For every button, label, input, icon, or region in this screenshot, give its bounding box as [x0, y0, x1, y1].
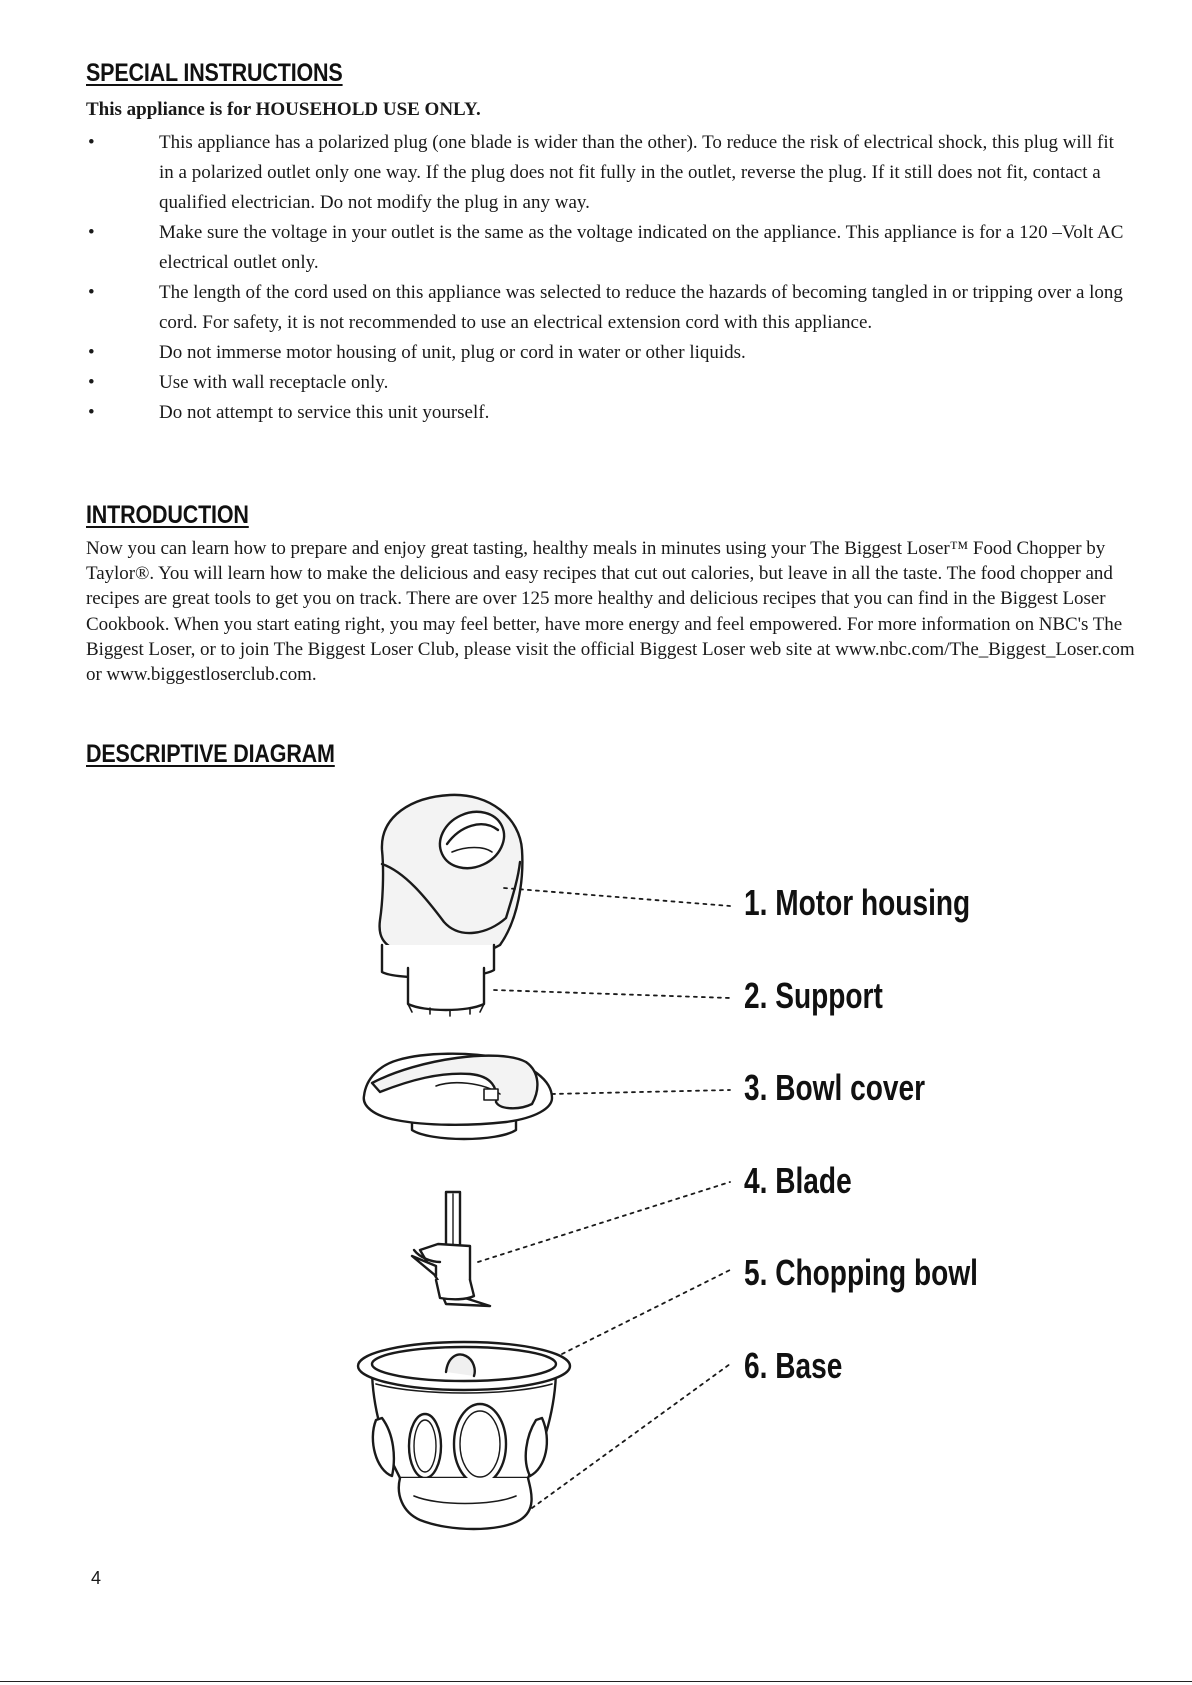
bullet-glyph: •: [88, 282, 95, 303]
bottom-rule: [0, 1681, 1192, 1682]
special-instructions-heading: SPECIAL INSTRUCTIONS: [86, 59, 343, 87]
bullet-text: Do not attempt to service this unit yourself.: [159, 402, 490, 423]
support-illustration: [382, 945, 494, 1016]
bullet-text: Use with wall receptacle only.: [159, 372, 389, 393]
list-item: [86, 368, 1126, 398]
leader-line-bowl-cover: [552, 1090, 730, 1094]
page-number: 4: [91, 1568, 102, 1588]
list-item: [86, 338, 1126, 368]
leader-line-chopping-bowl: [562, 1270, 730, 1354]
label-blade: 4. Blade: [744, 1160, 852, 1201]
bullet-glyph: •: [88, 342, 95, 363]
leader-line-base: [532, 1364, 730, 1508]
bullet-text: The length of the cord used on this appliance was selected to reduce the hazards of becoming tangled in or tripping over a long cord. For safety, it is not recommended to use an electrical extension cord with this appliance.: [159, 282, 1123, 333]
label-base: 6. Base: [744, 1345, 843, 1386]
bowl-cover-illustration: [364, 1054, 552, 1139]
bullet-glyph: •: [88, 222, 95, 243]
chopping-bowl-illustration: [358, 1342, 570, 1484]
food-chopper-diagram: [0, 790, 1192, 1550]
descriptive-diagram-heading: DESCRIPTIVE DIAGRAM: [86, 740, 335, 768]
leader-line-support: [494, 990, 730, 998]
special-instructions-list: [86, 128, 1126, 428]
label-support: 2. Support: [744, 975, 883, 1016]
label-bowl-cover: 3. Bowl cover: [744, 1067, 926, 1108]
household-use-notice: This appliance is for HOUSEHOLD USE ONLY.: [86, 99, 481, 120]
bullet-glyph: •: [88, 372, 95, 393]
label-chopping-bowl: 5. Chopping bowl: [744, 1252, 978, 1293]
list-item: [86, 398, 1126, 428]
blade-illustration: [412, 1192, 490, 1306]
bullet-text: Do not immerse motor housing of unit, plug or cord in water or other liquids.: [159, 342, 746, 363]
motor-housing-illustration: [380, 795, 523, 957]
leader-line-motor-housing: [504, 888, 730, 906]
base-illustration: [399, 1478, 532, 1529]
list-item: [86, 218, 1126, 278]
list-item: [86, 128, 1126, 218]
leader-line-blade: [478, 1182, 730, 1262]
bullet-text: This appliance has a polarized plug (one blade is wider than the other). To reduce the risk of electrical shock, this plug will fit in a polarized outlet only one way. If the plug does not fit fully in the outlet, reverse the plug. If it still does not fit, contact a qualified electrician. Do not modify the plug in any way.: [159, 132, 1114, 213]
bullet-glyph: •: [88, 402, 95, 423]
introduction-heading: INTRODUCTION: [86, 501, 249, 529]
bullet-text: Make sure the voltage in your outlet is the same as the voltage indicated on the appliance. This appliance is for a 120 –Volt AC electrical outlet only.: [159, 222, 1124, 273]
introduction-text: Now you can learn how to prepare and enjoy great tasting, healthy meals in minutes using your The Biggest Loser™ Food Chopper by Taylor®. You will learn how to make the delicious and easy recipes that cut out calories, but leave in all the taste. The food chopper and recipes are great tools to get you on track. There are over 125 more healthy and delicious recipes that you can find in the Biggest Loser Cookbook. When you start eating right, you may feel better, have more energy and feel empowered. For more information on NBC's The Biggest Loser, or to join The Biggest Loser Club, please visit the official Biggest Loser web site at www.nbc.com/The_Biggest_Loser.com or www.biggestloserclub.com.: [86, 538, 1135, 686]
list-item: [86, 278, 1126, 338]
bullet-glyph: •: [88, 132, 95, 153]
label-motor-housing: 1. Motor housing: [744, 882, 971, 923]
